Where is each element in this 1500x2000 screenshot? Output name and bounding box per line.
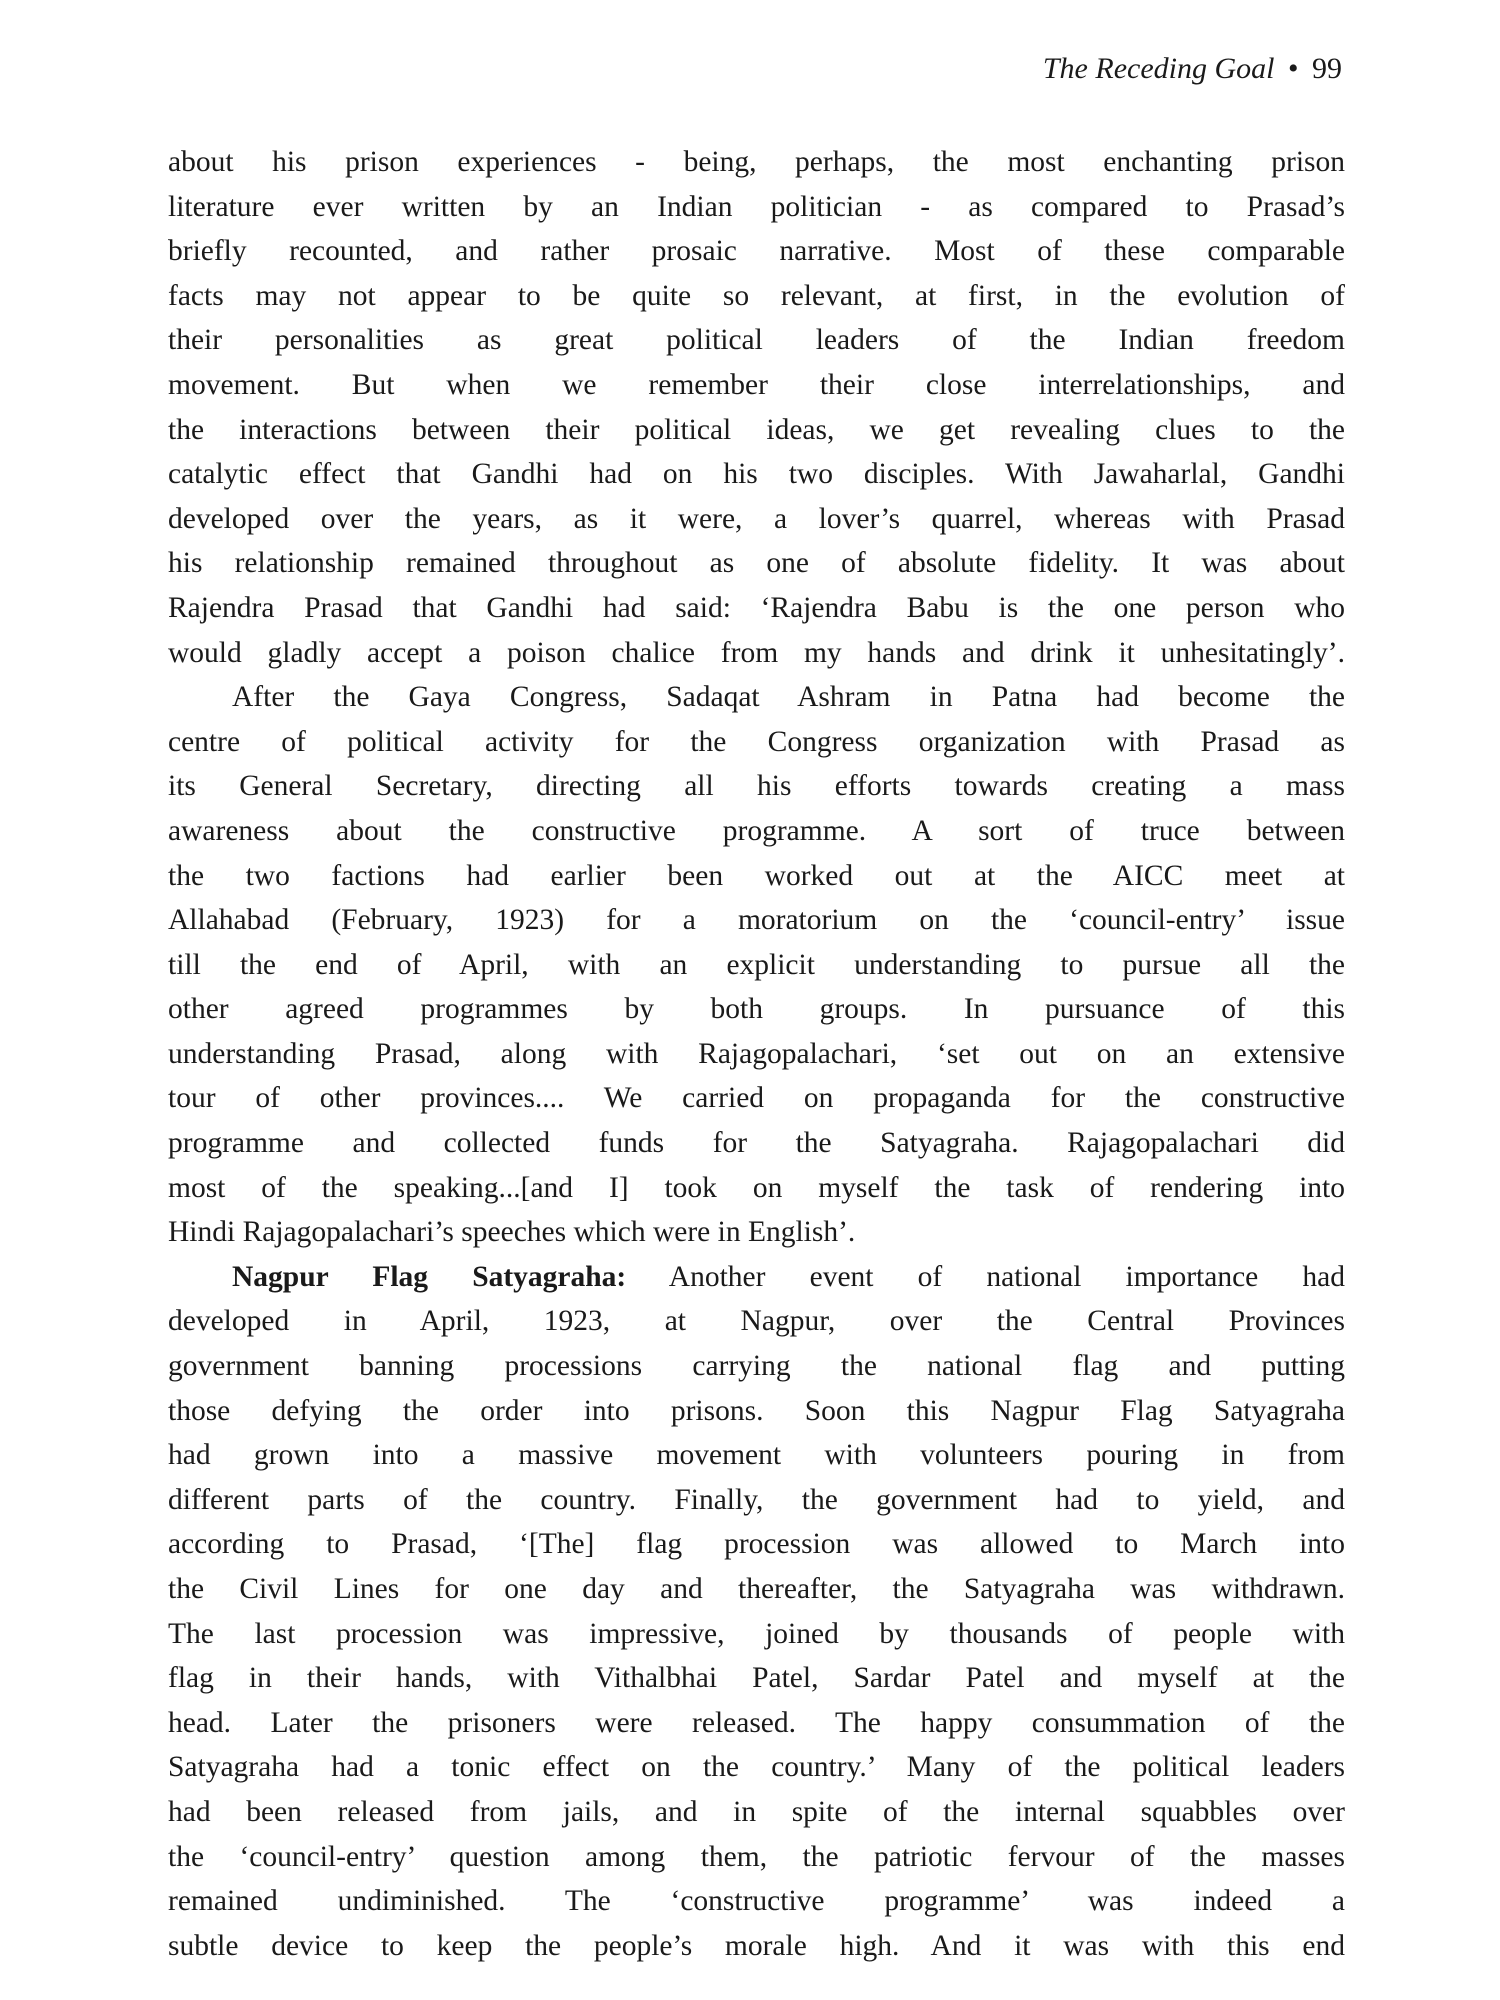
text-line	[168, 1835, 1345, 1880]
text-line	[168, 943, 1345, 988]
line-text: literature ever written by an Indian politician - as compared to Prasad’s	[168, 190, 1345, 223]
line-text: about his prison experiences - being, perhaps, the most enchanting prison	[168, 146, 1345, 178]
text-line	[168, 675, 1345, 720]
line-text: had been released from jails, and in spite of the internal squabbles over	[168, 1795, 1345, 1828]
line-text: the Civil Lines for one day and thereafter, the Satyagraha was withdrawn.	[168, 1573, 1345, 1605]
line-text: government banning processions carrying the national flag and putting	[168, 1350, 1345, 1383]
text-line	[168, 1612, 1345, 1657]
text-line	[168, 1210, 1345, 1255]
line-text: tour of other provinces.... We carried on propaganda for the constructive	[168, 1082, 1345, 1115]
text-line	[168, 1924, 1345, 1969]
line-text: subtle device to keep the people’s morale high. And it was with this end	[168, 1929, 1345, 1962]
line-text: Another event of national importance had	[626, 1260, 1345, 1293]
line-text: facts may not appear to be quite so relevant, at first, in the evolution of	[168, 279, 1345, 312]
running-header	[1043, 52, 1342, 86]
line-text: Satyagraha had a tonic effect on the country.’ Many of the political leaders	[168, 1751, 1345, 1784]
text-line	[168, 318, 1345, 363]
line-text: Hindi Rajagopalachari’s speeches which were in English’.	[168, 1216, 856, 1249]
text-line	[168, 1032, 1345, 1077]
line-text: head. Later the prisoners were released. The happy consummation of the	[168, 1706, 1345, 1739]
text-line	[168, 140, 1345, 185]
page-number: 99	[1312, 52, 1342, 85]
text-line	[168, 1166, 1345, 1211]
line-text: had grown into a massive movement with volunteers pouring in from	[168, 1439, 1345, 1472]
line-text: most of the speaking...[and I] took on myself the task of rendering into	[168, 1171, 1345, 1204]
line-text: Rajendra Prasad that Gandhi had said: ‘Rajendra Babu is the one person who	[168, 591, 1345, 624]
text-line	[168, 1879, 1345, 1924]
text-line	[168, 586, 1345, 631]
text-line	[168, 1522, 1345, 1567]
line-text: programme and collected funds for the Satyagraha. Rajagopalachari did	[168, 1127, 1345, 1160]
line-text: briefly recounted, and rather prosaic narrative. Most of these comparable	[168, 235, 1345, 268]
line-text: the interactions between their political ideas, we get revealing clues to the	[168, 413, 1345, 446]
chapter-title: The Receding Goal	[1042, 52, 1275, 85]
text-line	[168, 1567, 1345, 1612]
line-text: those defying the order into prisons. Soon this Nagpur Flag Satyagraha	[168, 1394, 1345, 1427]
line-text: catalytic effect that Gandhi had on his two disciples. With Jawaharlal, Gandhi	[168, 458, 1345, 491]
text-line	[168, 1076, 1345, 1121]
text-line	[168, 452, 1345, 497]
header-separator: •	[1287, 52, 1299, 85]
line-text: After the Gaya Congress, Sadaqat Ashram in Patna had become the	[232, 681, 1345, 714]
text-line	[168, 809, 1345, 854]
text-line	[168, 408, 1345, 453]
text-line	[168, 541, 1345, 586]
line-text: The last procession was impressive, joined by thousands of people with	[168, 1617, 1345, 1650]
line-text: their personalities as great political leaders of the Indian freedom	[168, 324, 1345, 357]
text-line	[168, 1701, 1345, 1746]
text-line	[168, 631, 1345, 676]
line-text: his relationship remained throughout as one of absolute fidelity. It was about	[168, 547, 1345, 580]
line-text: its General Secretary, directing all his efforts towards creating a mass	[168, 770, 1345, 803]
text-line	[168, 764, 1345, 809]
text-line	[168, 1299, 1345, 1344]
text-line	[168, 1478, 1345, 1523]
text-line	[168, 185, 1345, 230]
text-line	[168, 1790, 1345, 1835]
text-line	[168, 1255, 1345, 1300]
line-text: the two factions had earlier been worked out at the AICC meet at	[168, 859, 1345, 892]
line-text: flag in their hands, with Vithalbhai Patel, Sardar Patel and myself at the	[168, 1662, 1345, 1695]
text-line	[168, 720, 1345, 765]
text-line	[168, 987, 1345, 1032]
line-text: movement. But when we remember their close interrelationships, and	[168, 368, 1345, 401]
text-line	[168, 229, 1345, 274]
text-line	[168, 1121, 1345, 1166]
text-line	[168, 1389, 1345, 1434]
text-line	[168, 1344, 1345, 1389]
text-line	[168, 497, 1345, 542]
line-text: remained undiminished. The ‘constructive programme’ was indeed a	[168, 1885, 1345, 1918]
line-text: developed in April, 1923, at Nagpur, over the Central Provinces	[168, 1305, 1345, 1338]
line-text: would gladly accept a poison chalice from my hands and drink it unhesitatingly’.	[168, 636, 1345, 669]
text-line	[168, 1656, 1345, 1701]
text-line	[168, 898, 1345, 943]
line-text: centre of political activity for the Congress organization with Prasad as	[168, 725, 1345, 758]
body-text	[168, 140, 1345, 1968]
line-text: developed over the years, as it were, a lover’s quarrel, whereas with Prasad	[168, 502, 1345, 535]
text-line	[168, 854, 1345, 899]
text-line	[168, 274, 1345, 319]
line-text: understanding Prasad, along with Rajagopalachari, ‘set out on an extensive	[168, 1037, 1345, 1070]
text-line	[168, 1745, 1345, 1790]
line-text: the ‘council-entry’ question among them, the patriotic fervour of the masses	[168, 1840, 1345, 1873]
line-text: Allahabad (February, 1923) for a moratorium on the ‘council-entry’ issue	[168, 904, 1345, 937]
line-text: different parts of the country. Finally, the government had to yield, and	[168, 1483, 1345, 1516]
text-line	[168, 363, 1345, 408]
line-text: awareness about the constructive programme. A sort of truce between	[168, 814, 1345, 847]
section-heading: Nagpur Flag Satyagraha:	[232, 1260, 627, 1293]
line-text: other agreed programmes by both groups. In pursuance of this	[168, 993, 1345, 1026]
line-text: till the end of April, with an explicit understanding to pursue all the	[168, 948, 1345, 981]
line-text: according to Prasad, ‘[The] flag procession was allowed to March into	[168, 1528, 1345, 1561]
text-line	[168, 1433, 1345, 1478]
